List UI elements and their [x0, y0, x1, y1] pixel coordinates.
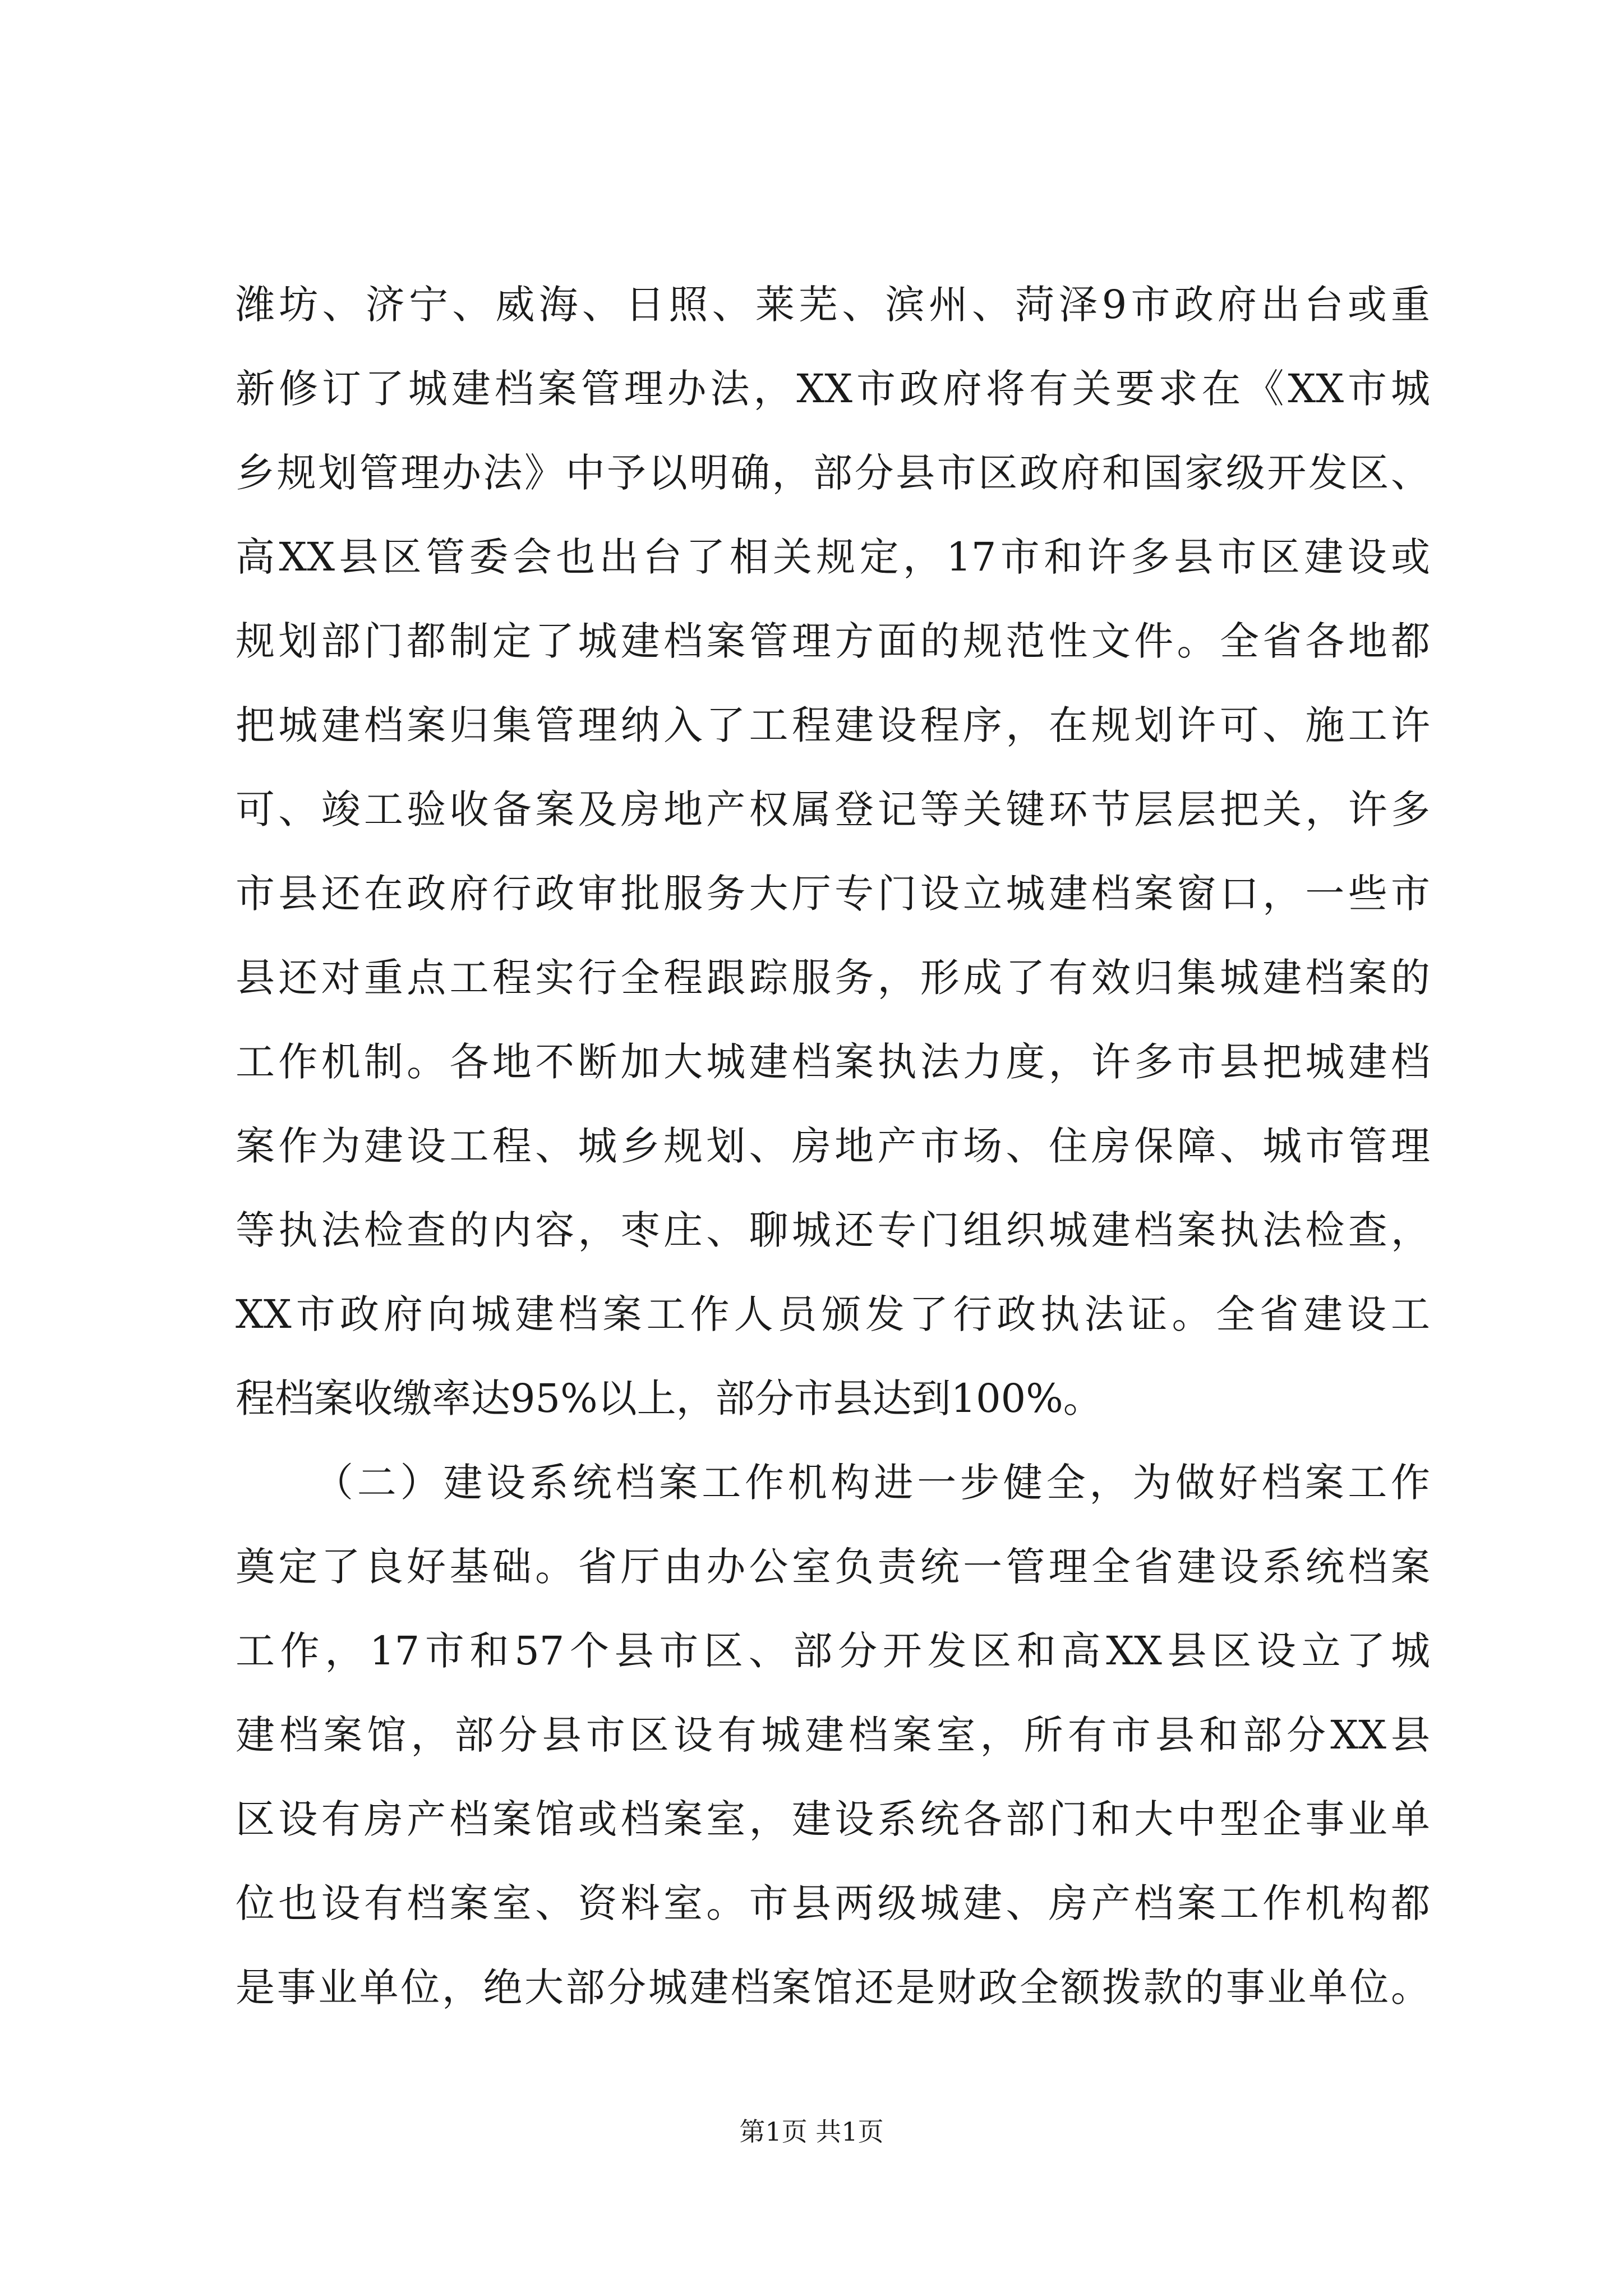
page-number: 第1页 共1页	[739, 2116, 884, 2147]
text-line: 县还对重点工程实行全程跟踪服务，形成了有效归集城建档案的	[236, 955, 1430, 1001]
text-line: 乡规划管理办法》中予以明确，部分县市区政府和国家级开发区、	[236, 450, 1430, 496]
text-line: 奠定了良好基础。省厅由办公室负责统一管理全省建设系统档案	[236, 1544, 1430, 1590]
text-line: 工作，17市和57个县市区、部分开发区和高XX县区设立了城	[236, 1628, 1430, 1674]
text-line: 案作为建设工程、城乡规划、房地产市场、住房保障、城市管理	[236, 1123, 1430, 1169]
text-line: 把城建档案归集管理纳入了工程建设程序，在规划许可、施工许	[236, 702, 1430, 748]
text-line: 区设有房产档案馆或档案室，建设系统各部门和大中型企事业单	[236, 1796, 1430, 1842]
page-footer	[0, 2115, 1623, 2148]
text-line: 是事业单位，绝大部分城建档案馆还是财政全额拨款的事业单位。	[236, 1964, 1430, 2010]
text-line: 新修订了城建档案管理办法，XX市政府将有关要求在《XX市城	[236, 366, 1430, 412]
text-line: 位也设有档案室、资料室。市县两级城建、房产档案工作机构都	[236, 1880, 1430, 1926]
text-line: 潍坊、济宁、威海、日照、莱芜、滨州、菏泽9市政府出台或重	[236, 282, 1430, 328]
text-line: 市县还在政府行政审批服务大厅专门设立城建档案窗口，一些市	[236, 871, 1430, 917]
text-line: 高XX县区管委会也出台了相关规定，17市和许多县市区建设或	[236, 534, 1430, 580]
text-line: XX市政府向城建档案工作人员颁发了行政执法证。全省建设工	[236, 1291, 1430, 1337]
text-line: 等执法检查的内容，枣庄、聊城还专门组织城建档案执法检查，	[236, 1207, 1430, 1253]
text-line: 规划部门都制定了城建档案管理方面的规范性文件。全省各地都	[236, 618, 1430, 664]
section-heading-line: （二）建设系统档案工作机构进一步健全，为做好档案工作	[314, 1460, 1430, 1506]
body-text	[236, 263, 1430, 2030]
text-line: 可、竣工验收备案及房地产权属登记等关键环节层层把关，许多	[236, 786, 1430, 832]
text-line: 程档案收缴率达95%以上，部分市县达到100%。	[236, 1375, 1103, 1421]
text-line: 工作机制。各地不断加大城建档案执法力度，许多市县把城建档	[236, 1039, 1430, 1085]
text-line: 建档案馆，部分县市区设有城建档案室，所有市县和部分XX县	[236, 1712, 1430, 1758]
